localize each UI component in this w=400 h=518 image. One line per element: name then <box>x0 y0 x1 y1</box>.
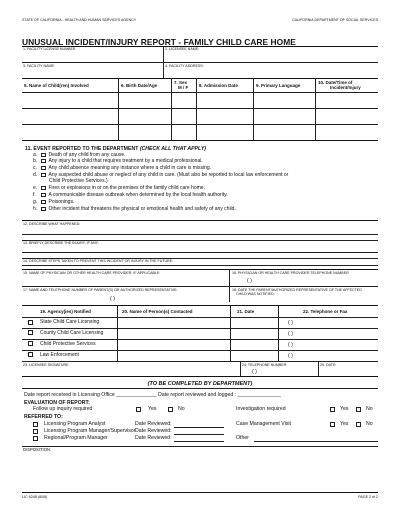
evaluation-title: EVALUATION OF REPORT: <box>24 400 90 406</box>
date-received-line: Date report received in Licensing Office ______________ Date report reviewed and logged : _______________ <box>24 392 281 398</box>
checkbox[interactable] <box>41 166 46 171</box>
disposition-label: DISPOSITION: <box>23 447 52 452</box>
divider <box>22 350 378 351</box>
divider <box>22 78 378 79</box>
divider <box>253 78 254 140</box>
parent-name-label: 17. NAME AND TELEPHONE NUMBER OF PARENT(S) OR AUTHORIZED REPRESENTATIVE: <box>23 288 178 292</box>
col-sex-mf: M / F <box>178 85 189 90</box>
investigation-no-checkbox[interactable] <box>356 407 361 412</box>
divider <box>22 252 378 253</box>
agency-cps: Child Protective Services <box>40 341 96 347</box>
checkbox[interactable] <box>41 200 46 205</box>
checkbox[interactable] <box>41 173 46 178</box>
col-incident-injury: Incident/Injury <box>330 85 361 90</box>
event-h[interactable]: h. Other incident that threatens the physical or emotional health and safety of any child. <box>33 206 236 212</box>
parent-phone-field[interactable]: ( ) <box>110 296 115 302</box>
agency-phone-field[interactable]: ( ) <box>288 342 293 348</box>
facility-name-label: 3. FACILITY NAME: <box>23 64 55 68</box>
agency-phone-field[interactable]: ( ) <box>288 353 293 359</box>
followup-label: Follow up inquiry required <box>33 406 93 412</box>
lpm-label: Licensing Program Manager/Supervisor <box>44 428 136 434</box>
lpm-checkbox[interactable] <box>33 429 38 434</box>
lpa-label: Licensing Program Analyst <box>44 421 106 427</box>
divider <box>240 361 241 376</box>
facility-address-label: 4. FACILITY ADDRESS: <box>165 64 204 68</box>
lpm-date-label: Date Reviewed: <box>135 428 172 434</box>
divider <box>278 305 279 362</box>
form-title: UNUSUAL INCIDENT/INJURY REPORT - FAMILY CHILD CARE HOME <box>22 37 296 47</box>
case-no-checkbox[interactable] <box>356 422 361 427</box>
divider <box>22 286 378 287</box>
lpm-date-line[interactable] <box>174 434 224 435</box>
col-birth-date: 6. Birth Date/Age <box>121 83 158 88</box>
case-no-label: No <box>366 421 373 427</box>
case-yes-label: Yes <box>340 421 349 427</box>
department-section-title: (TO BE COMPLETED BY DEPARTMENT) <box>147 381 253 387</box>
divider <box>22 376 378 377</box>
divider <box>22 361 378 362</box>
agency-checkbox[interactable] <box>28 330 33 335</box>
investigation-yes-checkbox[interactable] <box>330 407 335 412</box>
divider <box>318 361 319 376</box>
state-agency-label: STATE OF CALIFORNIA - HEALTH AND HUMAN SERVICES AGENCY <box>22 18 137 22</box>
physician-phone-label: 16. PHYSICIAN OR HEALTH CARE PROVIDER TELEPHONE NUMBER <box>232 271 349 275</box>
lpa-checkbox[interactable] <box>33 422 38 427</box>
events-title: 11. EVENT REPORTED TO THE DEPARTMENT (CHECK ALL THAT APPLY) <box>25 146 207 152</box>
licensee-signature-label: 23. LICENSEE SIGNATURE <box>23 363 69 367</box>
col-child-name: 5. Name of Child(ren) Involved <box>24 83 89 88</box>
investigation-no-label: No <box>366 406 373 412</box>
checkbox[interactable] <box>41 207 46 212</box>
divider <box>22 269 378 270</box>
telephone-label: 24. TELEPHONE NUMBER: <box>242 363 288 367</box>
divider <box>118 78 119 140</box>
describe-injury-label: 13. BRIEFLY DESCRIBE THE INJURY, IF ANY: <box>23 241 99 245</box>
agency-county-licensing: County Child Care Licensing <box>40 330 104 336</box>
lpa-date-line[interactable] <box>174 427 224 428</box>
col-telephone: 22. Telephone or Fax <box>303 309 348 314</box>
agency-checkbox[interactable] <box>28 352 33 357</box>
col-sex: 7. Sex <box>174 80 188 85</box>
event-d-continued: Child Protective Services.) <box>49 178 108 184</box>
checkbox[interactable] <box>41 193 46 198</box>
parent-notified-label-b: CHILD WAS NOTIFIED: <box>236 292 275 296</box>
rpm-checkbox[interactable] <box>33 436 38 441</box>
checkbox[interactable] <box>41 186 46 191</box>
divider <box>22 446 378 447</box>
divider <box>22 62 378 63</box>
referred-title: REFERRED TO: <box>24 414 63 420</box>
rpm-label: Regional/Program Manager <box>44 435 108 441</box>
event-g[interactable]: g. Poisonings. <box>33 199 75 205</box>
divider <box>22 220 378 221</box>
followup-no-checkbox[interactable] <box>168 407 173 412</box>
followup-yes-checkbox[interactable] <box>136 407 141 412</box>
department-label: CALIFORNIA DEPARTMENT OF SOCIAL SERVICES <box>292 18 378 22</box>
divider <box>22 339 378 340</box>
other-line[interactable] <box>254 441 378 442</box>
rpm-date-label: Date Reviewed: <box>135 435 172 441</box>
form-number: LIC 624B (8/08) <box>22 495 48 499</box>
divider <box>117 305 118 362</box>
event-a[interactable]: a. Death of any child from any cause. <box>33 152 126 158</box>
signature-date-label: 25. DATE: <box>320 363 337 367</box>
divider <box>22 92 378 93</box>
event-c[interactable]: c. Any child absence meaning any instance where a child in care is missing. <box>33 165 212 171</box>
divider <box>22 265 378 266</box>
licensee-name-label: 2. LICENSEE NAME: <box>165 47 200 51</box>
event-d[interactable]: d. Any suspected child abuse or neglect of any child in care. (Must also be reported to local law enforcement or <box>33 172 289 178</box>
investigation-label: Investigation required <box>236 406 286 412</box>
divider <box>22 234 378 235</box>
agency-checkbox[interactable] <box>28 341 33 346</box>
divider <box>22 140 378 141</box>
event-f[interactable]: f. A communicable disease outbreak when determined by the local health authority. <box>33 192 228 198</box>
agency-law-enforcement: Law Enforcement <box>40 352 79 358</box>
case-yes-checkbox[interactable] <box>330 422 335 427</box>
col-admission-date: 8. Admission Date <box>199 83 238 88</box>
divider <box>22 492 378 493</box>
divider <box>22 388 378 389</box>
followup-yes-label: Yes <box>148 406 157 412</box>
divider <box>230 305 231 362</box>
event-e[interactable]: e. Fires or explosions in or on the premises of the family child care home. <box>33 185 205 191</box>
facility-license-label: 1. FACILITY LICENSE NUMBER <box>23 47 76 51</box>
checkbox[interactable] <box>41 153 46 158</box>
event-b[interactable]: b. Any injury to a child that requires treatment by a medical professional. <box>33 158 203 164</box>
agency-state-licensing: State Child Care Licensing <box>40 319 100 325</box>
other-label: Other <box>236 435 249 441</box>
divider <box>22 305 378 306</box>
agency-checkbox[interactable] <box>28 320 33 325</box>
col-persons-contacted: 20. Name of Person(s) Contacted <box>122 309 193 314</box>
agency-phone-field[interactable]: ( ) <box>288 320 293 326</box>
parent-notified-label-a: 18. DATE THE PARENT/AUTHORIZED REPRESENTATIVE OF THE AFFECTED <box>232 288 362 292</box>
divider <box>196 78 197 140</box>
followup-no-label: No <box>178 406 185 412</box>
page-number: PAGE 2 of 2 <box>358 495 378 499</box>
divider <box>22 328 378 329</box>
events-title-note: (CHECK ALL THAT APPLY) <box>139 146 207 152</box>
col-agencies: 19. Agency(ies) Notified <box>40 309 91 314</box>
describe-what-happened-label: 12. DESCRIBE WHAT HAPPENED: <box>23 222 81 226</box>
divider <box>22 124 378 125</box>
checkbox[interactable] <box>41 159 46 164</box>
header <box>22 18 378 22</box>
case-mgmt-label: Case Management Visit <box>236 421 291 427</box>
col-primary-language: 9. Primary Language <box>256 83 301 88</box>
physician-name-label: 15. NAME OF PHYSICIAN OR OTHER HEALTH CARE PROVIDER, IF APPLICABLE: <box>23 271 161 275</box>
col-date-time: 10. Date/Time of <box>318 80 353 85</box>
agency-phone-field[interactable]: ( ) <box>288 331 293 337</box>
divider <box>22 108 378 109</box>
physician-phone-field[interactable]: ( ) <box>247 278 252 284</box>
divider <box>171 78 172 140</box>
lpa-date-label: Date Reviewed: <box>135 421 172 427</box>
signature-phone-field[interactable]: ( ) <box>252 369 257 375</box>
prevention-steps-label: 14. DESCRIBE STEPS TAKEN TO PREVENT THIS INCIDENT OR INJURY IN THE FUTURE: <box>23 259 174 263</box>
divider <box>22 317 378 318</box>
divider <box>315 78 316 140</box>
col-date: 21. Date <box>237 309 255 314</box>
investigation-yes-label: Yes <box>340 406 349 412</box>
rpm-date-line[interactable] <box>174 441 224 442</box>
